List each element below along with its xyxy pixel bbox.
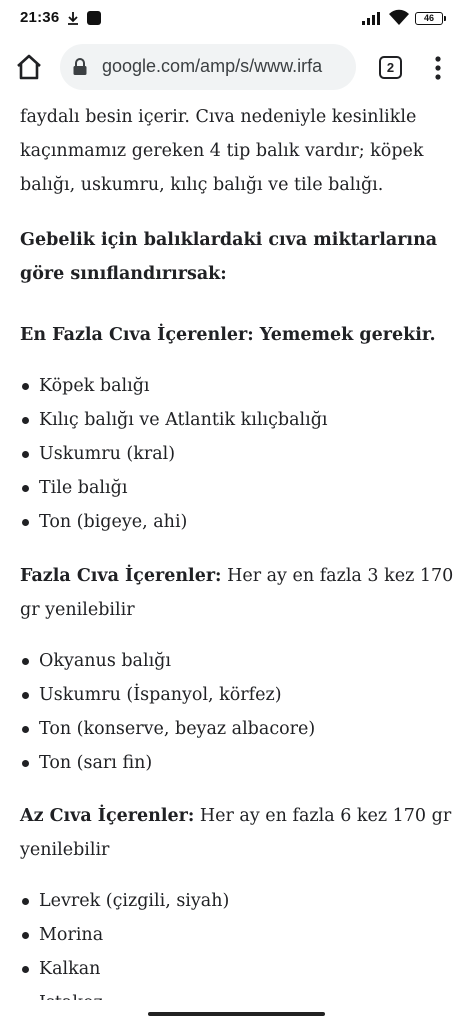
- classification-heading: [20, 223, 460, 291]
- browser-toolbar: [0, 38, 473, 98]
- high-mercury-list: [20, 644, 460, 780]
- tab-switcher-button[interactable]: 2: [379, 56, 402, 79]
- section-title-bold: Az Cıva İçerenler:: [20, 806, 195, 826]
- section-title-bold: En Fazla Cıva İçerenler: Yememek gerekir.: [20, 325, 436, 345]
- bullet-icon: [22, 760, 29, 767]
- bullet-icon: [22, 451, 29, 458]
- intro-line: kaçınmamız gereken 4 tip balık vardır; köpek: [20, 141, 424, 161]
- list-item: Ton (sarı fin): [20, 746, 460, 780]
- bullet-icon: [22, 485, 29, 492]
- lock-icon: [72, 58, 88, 76]
- section-title-low: [20, 799, 460, 867]
- address-bar[interactable]: [60, 44, 356, 90]
- bullet-icon: [22, 519, 29, 526]
- gesture-nav-area: [0, 1000, 473, 1024]
- section-title-bold: Fazla Cıva İçerenler:: [20, 566, 222, 586]
- heading-line: Gebelik için balıklardaki cıva miktarlarına: [20, 230, 438, 250]
- section-title-rest: Her ay en fazla 3 kez 170 gr yenilebilir: [20, 566, 454, 620]
- list-item: Tile balığı: [20, 471, 460, 505]
- status-bar: [0, 0, 473, 38]
- list-item: Uskumru (İspanyol, körfez): [20, 678, 460, 712]
- section-title-highest: [20, 318, 460, 352]
- list-item: Ton (konserve, beyaz albacore): [20, 712, 460, 746]
- intro-line: balığı, uskumru, kılıç balığı ve tile balığı.: [20, 175, 384, 195]
- bullet-icon: [22, 726, 29, 733]
- intro-paragraph: [20, 100, 460, 202]
- list-item: Okyanus balığı: [20, 644, 460, 678]
- list-item: Ton (bigeye, ahi): [20, 505, 460, 539]
- highest-mercury-list: [20, 369, 460, 539]
- section-title-rest: Her ay en fazla 6 kez 170 gr yenilebilir: [20, 806, 452, 860]
- url-text: google.com/amp/s/www.irfa: [102, 56, 323, 76]
- bullet-icon: [22, 898, 29, 905]
- signal-icon: [362, 10, 382, 26]
- bullet-icon: [22, 417, 29, 424]
- heading-line: göre sınıflandırırsak:: [20, 264, 227, 284]
- notification-app-icon: [87, 11, 101, 25]
- wifi-icon: [388, 9, 410, 26]
- list-item: Kalkan: [20, 952, 460, 986]
- gesture-handle[interactable]: [148, 1012, 325, 1016]
- bullet-icon: [22, 932, 29, 939]
- more-options-icon[interactable]: [430, 55, 446, 81]
- home-icon[interactable]: [14, 52, 44, 82]
- list-item: Uskumru (kral): [20, 437, 460, 471]
- bullet-icon: [22, 692, 29, 699]
- section-title-high: [20, 559, 460, 627]
- list-item: Morina: [20, 918, 460, 952]
- intro-line: faydalı besin içerir. Cıva nedeniyle kesinlikle: [20, 107, 417, 127]
- download-icon: [67, 11, 79, 25]
- list-item: Kılıç balığı ve Atlantik kılıçbalığı: [20, 403, 460, 437]
- bullet-icon: [22, 658, 29, 665]
- list-item: Köpek balığı: [20, 369, 460, 403]
- status-time: 21:36: [20, 9, 60, 26]
- battery-icon: 46: [415, 12, 443, 25]
- list-item: Levrek (çizgili, siyah): [20, 884, 460, 918]
- bullet-icon: [22, 966, 29, 973]
- bullet-icon: [22, 383, 29, 390]
